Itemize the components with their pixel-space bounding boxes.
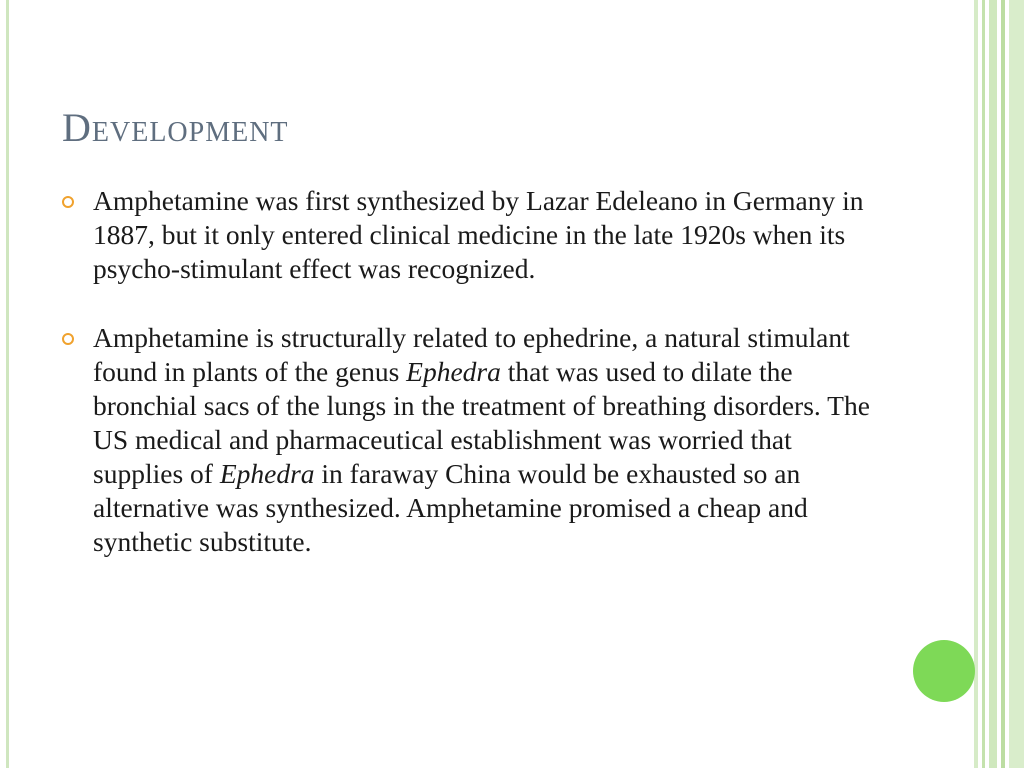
bullet-text xyxy=(93,322,870,557)
bullet-list xyxy=(62,184,882,559)
bullet-text-segment: Amphetamine is structurally related to ephedrine, a natural stimulant found in plants of the genus xyxy=(93,322,850,387)
stripe xyxy=(982,0,985,768)
stripe xyxy=(1001,0,1005,768)
italic-genus-name: Ephedra xyxy=(406,356,501,387)
bullet-circle-icon xyxy=(62,333,74,345)
bullet-item xyxy=(62,184,882,286)
bullet-text-segment: that was used to dilate the bronchial sacs of the lungs in the treatment of breathing disorders. The US medical and pharmaceutical establishment was worried that supplies of xyxy=(93,356,870,489)
stripe xyxy=(974,0,978,768)
bullet-item xyxy=(62,321,882,559)
stripe xyxy=(1009,0,1024,768)
left-border-line xyxy=(6,0,9,768)
stripe xyxy=(989,0,997,768)
green-circle-decoration xyxy=(913,640,975,702)
bullet-text: Amphetamine was first synthesized by Lazar Edeleano in Germany in 1887, but it only entered clinical medicine in the late 1920s when its psycho-stimulant effect was recognized. xyxy=(93,185,864,284)
right-decorative-stripes xyxy=(974,0,1024,768)
italic-genus-name: Ephedra xyxy=(219,458,315,489)
slide-title: Development xyxy=(62,105,289,150)
bullet-circle-icon xyxy=(62,196,74,208)
bullet-text-segment: in faraway China would be exhausted so an alternative was synthesized. Amphetamine promised a cheap and synthetic substitute. xyxy=(93,458,808,557)
